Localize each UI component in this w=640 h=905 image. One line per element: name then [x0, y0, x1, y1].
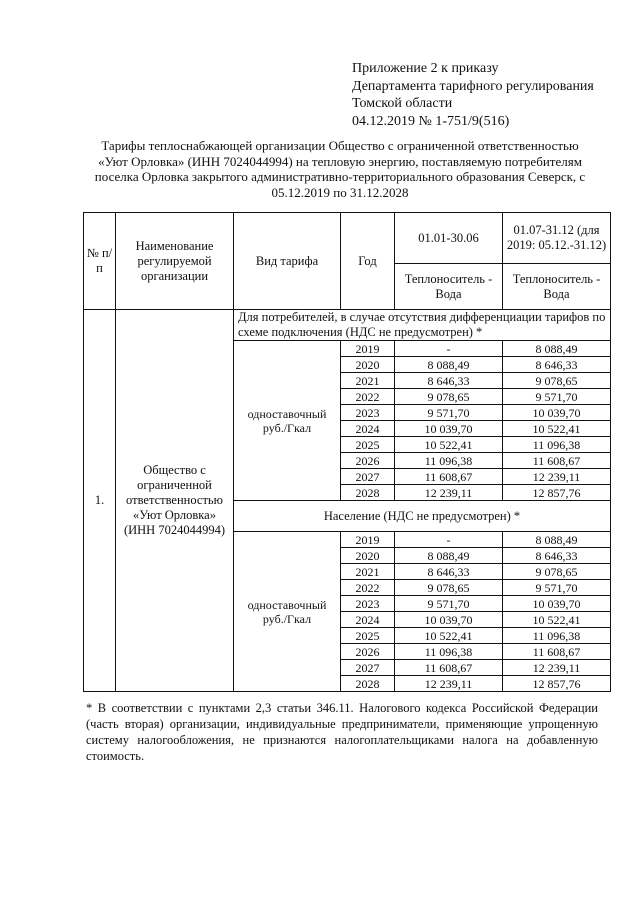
- tariff-h2-cell: 9 571,70: [503, 389, 611, 405]
- tariff-h1-cell: 10 522,41: [395, 437, 503, 453]
- year-cell: 2020: [341, 357, 395, 373]
- tariff-h1-cell: -: [395, 532, 503, 548]
- tariff-h2-cell: 12 239,11: [503, 469, 611, 485]
- header-year: Год: [341, 213, 395, 310]
- appendix-line: 04.12.2019 № 1-751/9(516): [352, 113, 510, 129]
- tariff-h1-cell: 11 096,38: [395, 644, 503, 660]
- tariff-h1-cell: 10 039,70: [395, 612, 503, 628]
- tariff-h1-cell: 8 646,33: [395, 373, 503, 389]
- header-tariff-type: Вид тарифа: [234, 213, 341, 310]
- tariff-h2-cell: 12 857,76: [503, 676, 611, 692]
- year-cell: 2023: [341, 405, 395, 421]
- tariff-h1-cell: -: [395, 341, 503, 357]
- header-organization: Наименование регулируемой организации: [116, 213, 234, 310]
- title-line: 05.12.2019 по 31.12.2028: [271, 184, 409, 200]
- year-cell: 2022: [341, 580, 395, 596]
- header-number: № п/п: [84, 213, 116, 310]
- tariff-type-cell: одноставочный руб./Гкал: [234, 341, 341, 501]
- tariff-h1-cell: 8 088,49: [395, 548, 503, 564]
- header-period-2: 01.07-31.12 (для 2019: 05.12.-31.12): [503, 213, 611, 264]
- tariff-type-cell: одноставочный руб./Гкал: [234, 532, 341, 692]
- tariff-h2-cell: 11 096,38: [503, 437, 611, 453]
- tariff-h2-cell: 10 039,70: [503, 596, 611, 612]
- title-line: поселка Орловка закрытого административно-территориального образования Северск, с: [94, 169, 586, 184]
- tariff-h2-cell: 10 522,41: [503, 421, 611, 437]
- tariff-h2-cell: 9 078,65: [503, 564, 611, 580]
- tariff-h1-cell: 9 078,65: [395, 580, 503, 596]
- row-number: 1.: [84, 310, 116, 692]
- tariff-table: [83, 212, 611, 692]
- title-line: Тарифы теплоснабжающей организации Общество с ограниченной ответственностью: [101, 138, 579, 153]
- year-cell: 2023: [341, 596, 395, 612]
- tariff-h1-cell: 10 522,41: [395, 628, 503, 644]
- header-carrier-2: Теплоноситель - Вода: [503, 264, 611, 310]
- tariff-h2-cell: 12 857,76: [503, 485, 611, 501]
- section-title: Для потребителей, в случае отсутствия дифференциации тарифов по схеме подключения (НДС не предусмотрен) *: [234, 310, 611, 341]
- appendix-line: Томской области: [352, 96, 453, 111]
- organization-name: Общество с ограниченной ответственностью «Уют Орловка» (ИНН 7024044994): [116, 310, 234, 692]
- year-cell: 2021: [341, 564, 395, 580]
- section-title: Население (НДС не предусмотрен) *: [234, 501, 611, 532]
- tariff-h2-cell: 11 096,38: [503, 628, 611, 644]
- section-row: [84, 310, 611, 341]
- tariff-h1-cell: 11 608,67: [395, 660, 503, 676]
- tariff-h2-cell: 8 646,33: [503, 548, 611, 564]
- year-cell: 2026: [341, 644, 395, 660]
- year-cell: 2024: [341, 421, 395, 437]
- tariff-h2-cell: 9 571,70: [503, 580, 611, 596]
- appendix-line: Приложение 2 к приказу: [352, 61, 499, 76]
- header-period-1: 01.01-30.06: [395, 213, 503, 264]
- year-cell: 2027: [341, 660, 395, 676]
- tariff-h1-cell: 12 239,11: [395, 676, 503, 692]
- year-cell: 2020: [341, 548, 395, 564]
- appendix-block: [352, 60, 594, 130]
- year-cell: 2028: [341, 676, 395, 692]
- tariff-h2-cell: 11 608,67: [503, 644, 611, 660]
- tariff-h2-cell: 9 078,65: [503, 373, 611, 389]
- appendix-line: Департамента тарифного регулирования: [352, 78, 594, 94]
- tariff-h2-cell: 8 646,33: [503, 357, 611, 373]
- tariff-h1-cell: 9 078,65: [395, 389, 503, 405]
- year-cell: 2025: [341, 628, 395, 644]
- tariff-h1-cell: 11 608,67: [395, 469, 503, 485]
- footnote: * В соответствии с пунктами 2,3 статьи 346.11. Налогового кодекса Российской Федерации (часть вторая) организации, индивидуальные предприниматели, применяющие упрощенную систему налогообложения, не признаются налогоплательщиками налога на добавленную стоимость.: [86, 701, 598, 763]
- year-cell: 2027: [341, 469, 395, 485]
- tariff-h2-cell: 11 608,67: [503, 453, 611, 469]
- tariff-h2-cell: 8 088,49: [503, 341, 611, 357]
- year-cell: 2028: [341, 485, 395, 501]
- year-cell: 2025: [341, 437, 395, 453]
- tariff-h2-cell: 10 039,70: [503, 405, 611, 421]
- tariff-h1-cell: 10 039,70: [395, 421, 503, 437]
- tariff-h2-cell: 10 522,41: [503, 612, 611, 628]
- tariff-h2-cell: 12 239,11: [503, 660, 611, 676]
- year-cell: 2026: [341, 453, 395, 469]
- year-cell: 2019: [341, 532, 395, 548]
- year-cell: 2019: [341, 341, 395, 357]
- year-cell: 2024: [341, 612, 395, 628]
- document-title: [80, 138, 600, 200]
- tariff-h1-cell: 8 088,49: [395, 357, 503, 373]
- tariff-h1-cell: 12 239,11: [395, 485, 503, 501]
- title-line: «Уют Орловка» (ИНН 7024044994) на тепловую энергию, поставляемую потребителям: [98, 153, 582, 169]
- tariff-h1-cell: 9 571,70: [395, 405, 503, 421]
- tariff-h2-cell: 8 088,49: [503, 532, 611, 548]
- tariff-h1-cell: 9 571,70: [395, 596, 503, 612]
- header-carrier-1: Теплоноситель - Вода: [395, 264, 503, 310]
- tariff-h1-cell: 8 646,33: [395, 564, 503, 580]
- year-cell: 2021: [341, 373, 395, 389]
- year-cell: 2022: [341, 389, 395, 405]
- tariff-h1-cell: 11 096,38: [395, 453, 503, 469]
